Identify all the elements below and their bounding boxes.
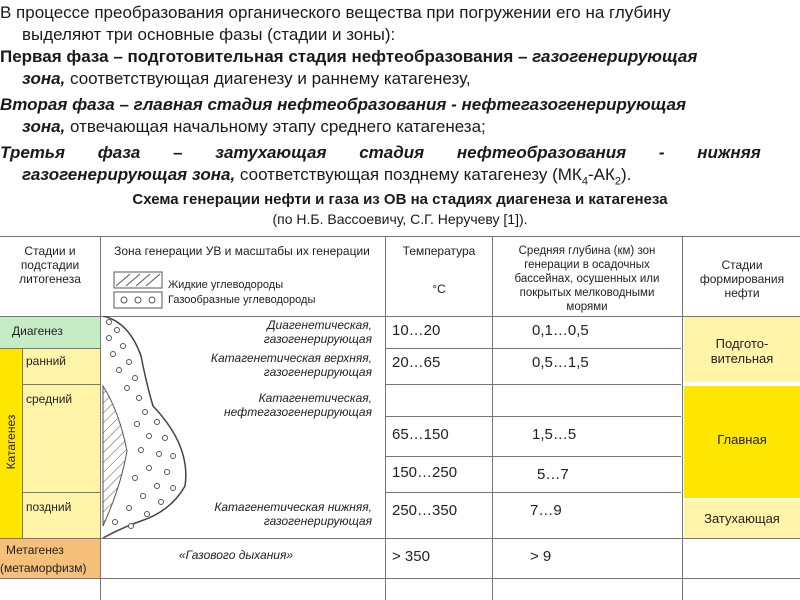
header-stages: Стадии и подстадии литогенеза	[19, 244, 81, 286]
grid-line	[22, 348, 23, 538]
grid-line	[492, 236, 493, 600]
depth-late: 7…9	[530, 502, 562, 519]
phase-3-sub-1: 4	[581, 175, 588, 188]
phase-3-sub-2: 2	[614, 175, 621, 188]
grid-line	[385, 348, 681, 349]
depth-diagenesis: 0,1…0,5	[532, 322, 589, 339]
header-formation: Стадии формирования нефти	[699, 258, 785, 300]
depth-metagenesis: > 9	[530, 548, 552, 565]
zone-gas-breathing: «Газового дыхания»	[178, 548, 294, 562]
phase-1-line-1	[0, 46, 697, 68]
temp-early: 20…65	[392, 354, 441, 371]
grid-line	[385, 456, 681, 457]
header-temp: Температура	[402, 244, 476, 258]
phase-2-desc: отвечающая начальному этапу среднего катагенеза;	[65, 117, 486, 136]
phase-3-line-2	[22, 164, 631, 192]
phase-2-heading: Вторая фаза – главная стадия нефтеобразования - нефтегазогенерирующая	[0, 95, 687, 114]
header-depth: Средняя глубина (км) зон генерации в осадочных бассейнах, осушенных или покрытых мелководными морями	[514, 245, 660, 313]
gas-legend-icon	[114, 292, 162, 308]
depth-middle-1: 1,5…5	[532, 426, 577, 443]
phase-3-zone: газогенерирующая зона,	[22, 165, 236, 184]
depth-middle-2: 5…7	[537, 466, 569, 483]
grid-line	[0, 236, 800, 237]
phase-3-heading: Третья фаза – затухающая стадия нефтеобразования - нижняя	[0, 143, 761, 162]
temp-late: 250…350	[392, 502, 458, 519]
grid-line	[385, 236, 386, 600]
phase-3-desc-2: -АК	[587, 165, 615, 184]
phase-3-line-1	[0, 142, 761, 164]
substage-middle: средний	[26, 392, 73, 406]
phase-1-desc: соответствующая диагенезу и раннему катагенезу,	[65, 69, 471, 88]
substage-late: поздний	[26, 500, 72, 514]
temp-diagenesis: 10…20	[392, 322, 441, 339]
zone-catagenetic-lower: Катагенетическая нижняя, газогенерирующая	[214, 500, 372, 528]
depth-early: 0,5…1,5	[532, 354, 589, 371]
temp-middle-1: 65…150	[392, 426, 449, 443]
phase-2-zone-word: зона,	[22, 117, 66, 136]
phase-2-line-2	[22, 116, 486, 138]
stage-metagenesis: Метагенез	[6, 543, 64, 557]
grid-line	[682, 236, 683, 600]
formation-main: Главная	[717, 432, 767, 447]
stage-catagenesis: Катагенез	[4, 414, 18, 470]
legend-icons	[112, 270, 166, 312]
grid-line	[385, 384, 681, 385]
phase-3-desc-3: ).	[620, 165, 632, 184]
scheme-title: Схема генерации нефти и газа из ОВ на стадиях диагенеза и катагенеза	[132, 191, 668, 208]
generation-table	[0, 236, 800, 600]
intro-line-2: выделяют три основные фазы (стадии и зоны):	[22, 25, 396, 44]
intro-line-1: В процессе преобразования органического вещества при погружении его на глубину	[0, 3, 671, 22]
legend-gas-label: Газообразные углеводороды	[168, 294, 316, 306]
grid-line	[0, 348, 100, 349]
formation-fading: Затухающая	[704, 511, 780, 526]
phase-1-zone: газогенерирующая	[532, 47, 698, 66]
grid-line	[0, 578, 800, 579]
grid-line	[385, 492, 681, 493]
zone-diagenetic: Диагенетическая, газогенерирующая	[263, 318, 372, 346]
phase-1-heading: Первая фаза – подготовительная стадия нефтеобразования –	[0, 47, 533, 66]
phase-2-line-1	[0, 94, 686, 116]
zone-catagenetic-upper: Катагенетическая верхняя, газогенерирующая	[210, 351, 372, 379]
substage-early: ранний	[26, 354, 67, 368]
phase-1-line-2	[22, 68, 471, 90]
header-temp-unit: °С	[432, 282, 446, 296]
temp-middle-2: 150…250	[392, 464, 458, 481]
grid-line	[22, 384, 100, 385]
stage-diagenesis: Диагенез	[12, 324, 63, 338]
phase-1-zone-word: зона,	[22, 69, 66, 88]
temp-metagenesis: > 350	[392, 548, 430, 565]
liquid-legend-icon	[114, 272, 162, 288]
scheme-subtitle: (по Н.Б. Вассоевичу, С.Г. Неручеву [1]).	[272, 211, 528, 227]
zone-catagenetic-oil-gas: Катагенетическая, нефтегазогенерирующая	[224, 391, 372, 419]
formation-prep: Подгото-вительная	[710, 336, 774, 366]
grid-line	[385, 416, 681, 417]
liquid-hydrocarbons-shape	[103, 386, 127, 526]
phase-3-desc: соответствующая позднему катагенезу (МК	[235, 165, 582, 184]
legend-liquid-label: Жидкие углеводороды	[168, 279, 284, 291]
grid-line	[0, 538, 800, 539]
grid-line	[22, 492, 100, 493]
header-zone: Зона генерации УВ и масштабы их генерации	[114, 244, 370, 258]
stage-metamorphism: (метаморфизм)	[0, 561, 87, 575]
